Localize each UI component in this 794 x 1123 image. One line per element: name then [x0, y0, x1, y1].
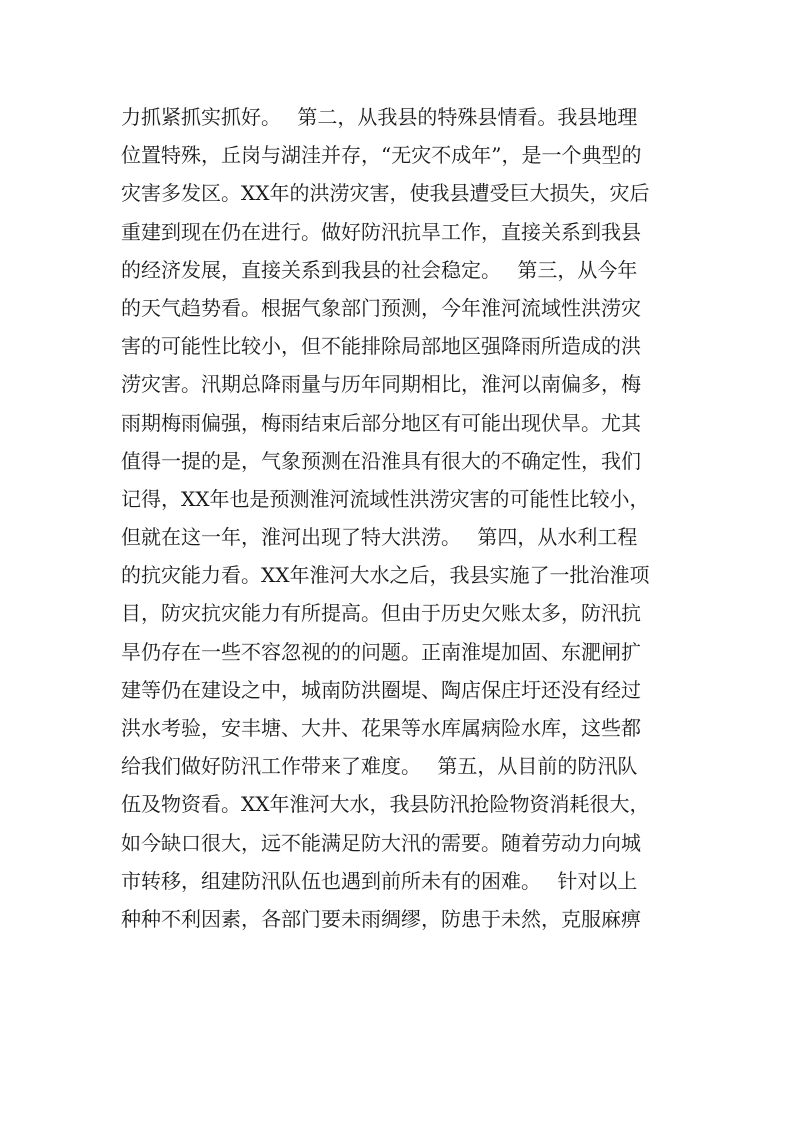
text-line: 的天气趋势看。根据气象部门预测，今年淮河流域性洪涝灾 — [121, 295, 641, 320]
text-line: 涝灾害。汛期总降雨量与历年同期相比，淮河以南偏多，梅 — [121, 372, 641, 397]
text-line: 的抗灾能力看。XX年淮河大水之后，我县实施了一批治淮项 — [121, 563, 650, 588]
text-line: 如今缺口很大，远不能满足防大汛的需要。随着劳动力向城 — [121, 830, 641, 855]
text-line: 伍及物资看。XX年淮河大水，我县防汛抢险物资消耗很大， — [121, 792, 650, 817]
text-line: 记得，XX年也是预测淮河流域性洪涝灾害的可能性比较小， — [121, 486, 650, 511]
text-line: 值得一提的是，气象预测在沿淮具有很大的不确定性，我们 — [121, 448, 641, 473]
text-line: 洪水考验，安丰塘、大井、花果等水库属病险水库，这些都 — [121, 716, 641, 740]
text-line: 位置特殊，丘岗与湖洼并存，“无灾不成年”，是一个典型的 — [121, 143, 642, 168]
text-line: 建等仍在建设之中，城南防洪圈堤、陶店保庄圩还没有经过 — [121, 677, 641, 702]
text-line: 旱仍存在一些不容忽视的的问题。正南淮堤加固、东淝闸扩 — [121, 639, 641, 664]
text-line: 给我们做好防汛工作带来了难度。 第五，从目前的防汛队 — [121, 754, 638, 779]
text-line: 种种不利因素，各部门要未雨绸缪，防患于未然，克服麻痹 — [121, 906, 641, 931]
text-line: 灾害多发区。XX年的洪涝灾害，使我县遭受巨大损失，灾后 — [121, 181, 650, 206]
text-line: 目，防灾抗灾能力有所提高。但由于历史欠账太多，防汛抗 — [121, 601, 641, 626]
text-line: 力抓紧抓实抓好。 第二，从我县的特殊县情看。我县地理 — [121, 105, 638, 129]
text-line: 雨期梅雨偏强，梅雨结束后部分地区有可能出现伏旱。尤其 — [121, 410, 641, 435]
text-line: 但就在这一年，淮河出现了特大洪涝。 第四，从水利工程 — [121, 525, 638, 550]
text-line: 害的可能性比较小，但不能排除局部地区强降雨所造成的洪 — [121, 334, 641, 359]
body-text — [121, 98, 691, 938]
text-line: 市转移，组建防汛队伍也遇到前所未有的困难。 针对以上 — [121, 868, 638, 893]
text-line: 的经济发展，直接关系到我县的社会稳定。 第三，从今年 — [121, 257, 638, 282]
text-line: 重建到现在仍在进行。做好防汛抗旱工作，直接关系到我县 — [121, 219, 641, 244]
